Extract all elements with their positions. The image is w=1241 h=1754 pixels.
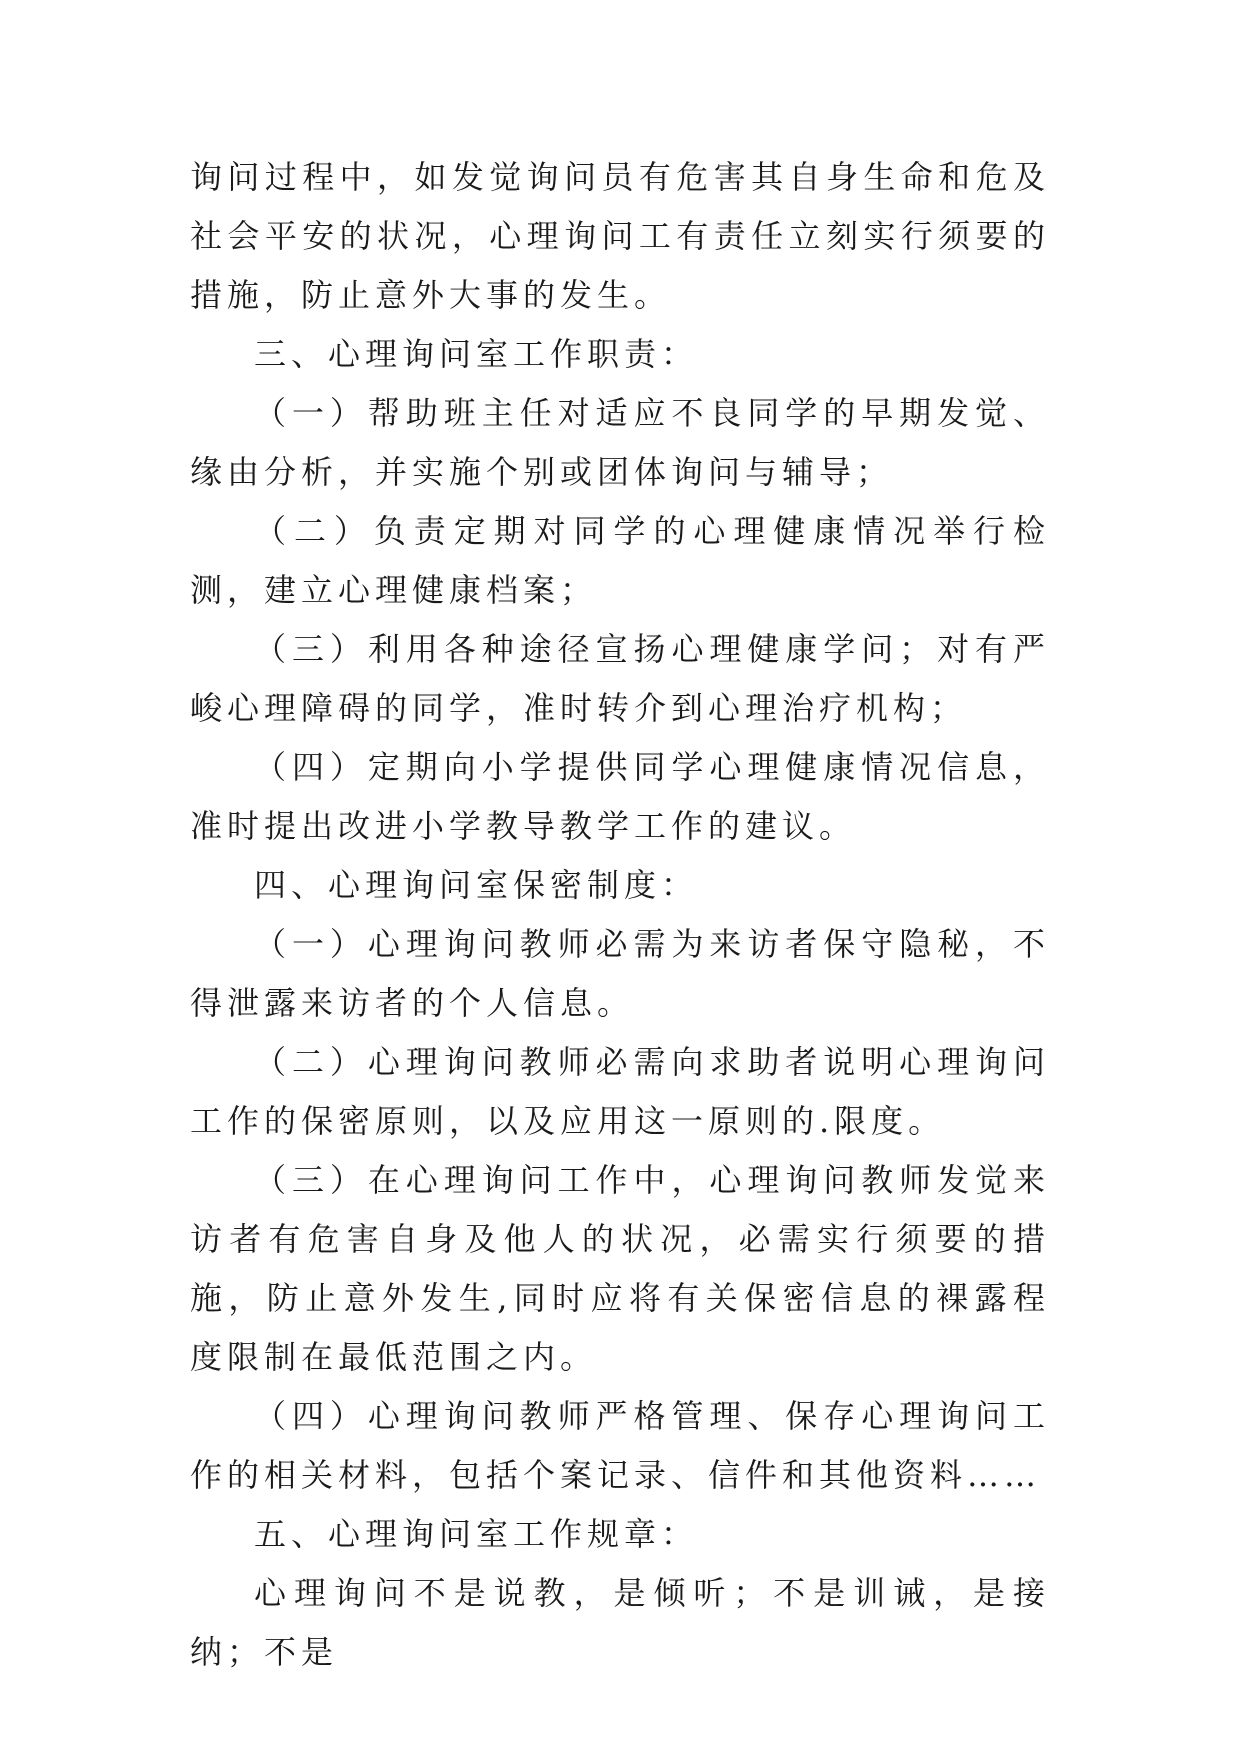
list-item-4-1: （一）心理询问教师必需为来访者保守隐秘，不得泄露来访者的个人信息。 [190,925,1050,1022]
list-item-4-2: （二）心理询问教师必需向求助者说明心理询问工作的保密原则，以及应用这一原则的.限度。 [190,1043,1050,1140]
document-page [190,148,1050,1682]
list-item-4-3: （三）在心理询问工作中，心理询问教师发觉来访者有危害自身及他人的状况，必需实行须要的措施，防止意外发生,同时应将有关保密信息的裸露程度限制在最低范围之内。 [190,1161,1050,1376]
section-heading-4: 四、心理询问室保密制度： [254,866,699,904]
list-item-3-3: （三）利用各种途径宣扬心理健康学问；对有严峻心理障碍的同学，准时转介到心理治疗机构； [190,630,1050,727]
list-item-3-4: （四）定期向小学提供同学心理健康情况信息，准时提出改进小学教导教学工作的建议。 [190,748,1050,845]
paragraph-5-body: 心理询问不是说教，是倾听；不是训诫，是接纳；不是 [190,1574,1050,1671]
section-heading-3: 三、心理询问室工作职责： [254,335,699,373]
paragraph-continuation: 询问过程中，如发觉询问员有危害其自身生命和危及社会平安的状况，心理询问工有责任立刻实行须要的措施，防止意外大事的发生。 [190,158,1050,314]
section-heading-5: 五、心理询问室工作规章： [254,1515,699,1553]
list-item-4-4: （四）心理询问教师严格管理、保存心理询问工作的相关材料，包括个案记录、信件和其他资料…… [190,1397,1050,1494]
list-item-3-2: （二）负责定期对同学的心理健康情况举行检测，建立心理健康档案； [190,512,1050,609]
list-item-3-1: （一）帮助班主任对适应不良同学的早期发觉、缘由分析，并实施个别或团体询问与辅导； [190,394,1050,491]
